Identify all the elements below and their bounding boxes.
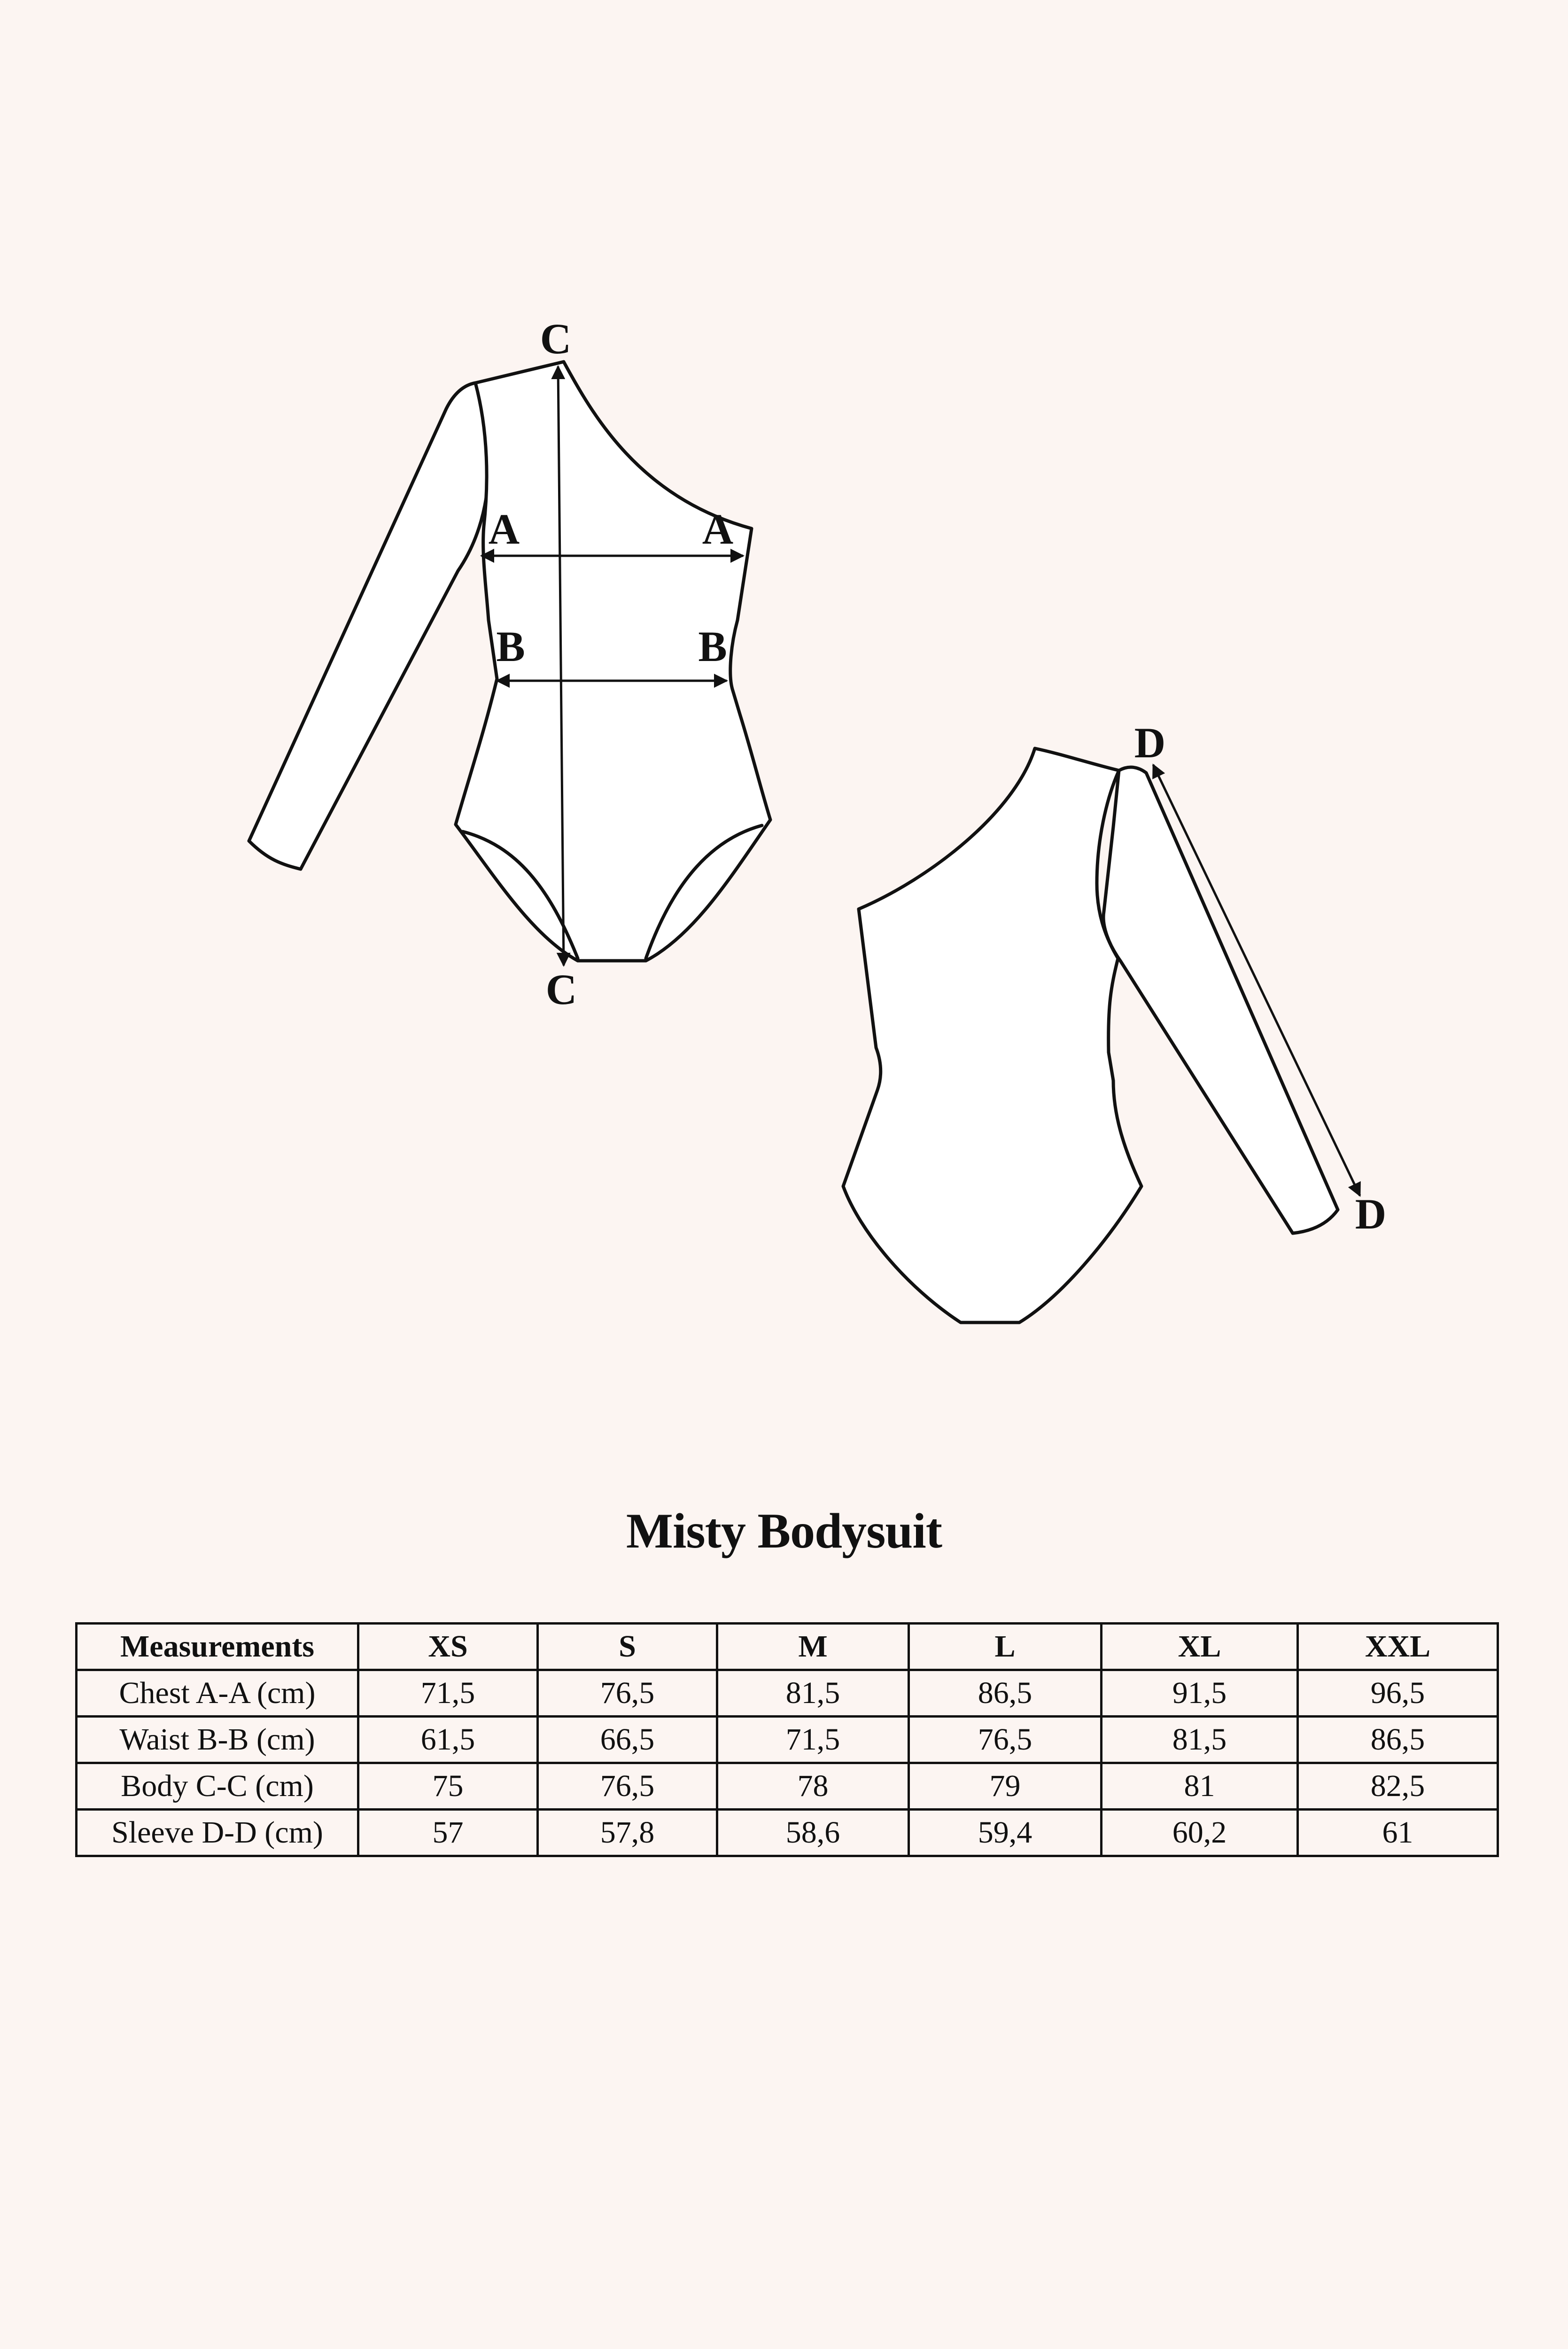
row-label: Sleeve D-D (cm): [77, 1810, 358, 1856]
label-d-bottom: D: [1355, 1190, 1387, 1238]
label-b-left: B: [496, 622, 525, 670]
page-title: Misty Bodysuit: [626, 1503, 942, 1558]
table-cell: 61: [1298, 1810, 1498, 1856]
front-sleeve: [249, 383, 489, 869]
table-cell: 82,5: [1298, 1763, 1498, 1810]
table-cell: 96,5: [1298, 1670, 1498, 1717]
column-header: XS: [358, 1624, 538, 1670]
row-label: Body C-C (cm): [77, 1763, 358, 1810]
table-row: [77, 1810, 1498, 1856]
table-cell: 61,5: [358, 1717, 538, 1763]
table-cell: 71,5: [358, 1670, 538, 1717]
row-label: Waist B-B (cm): [77, 1717, 358, 1763]
table-cell: 78: [717, 1763, 909, 1810]
table-cell: 91,5: [1102, 1670, 1298, 1717]
label-c-bottom: C: [545, 965, 577, 1013]
row-label: Chest A-A (cm): [77, 1670, 358, 1717]
label-c-top: C: [540, 315, 572, 363]
table-row: [77, 1763, 1498, 1810]
column-header: M: [717, 1624, 909, 1670]
table-cell: 57: [358, 1810, 538, 1856]
table-cell: 81,5: [717, 1670, 909, 1717]
table-cell: 76,5: [538, 1670, 717, 1717]
table-cell: 76,5: [909, 1717, 1102, 1763]
back-sleeve: [1103, 767, 1338, 1233]
table-header-row: [77, 1624, 1498, 1670]
table-cell: 76,5: [538, 1763, 717, 1810]
back-view: [843, 748, 1338, 1322]
table-cell: 86,5: [1298, 1717, 1498, 1763]
label-a-left: A: [488, 505, 520, 553]
size-chart-table: [75, 1622, 1499, 1857]
label-b-right: B: [698, 622, 727, 670]
column-header: S: [538, 1624, 717, 1670]
table-cell: 81,5: [1102, 1717, 1298, 1763]
column-header: XL: [1102, 1624, 1298, 1670]
table-cell: 75: [358, 1763, 538, 1810]
column-header: Measurements: [77, 1624, 358, 1670]
label-a-right: A: [702, 505, 734, 553]
table-cell: 59,4: [909, 1810, 1102, 1856]
table-cell: 81: [1102, 1763, 1298, 1810]
back-body: [843, 748, 1141, 1322]
table-cell: 57,8: [538, 1810, 717, 1856]
column-header: XXL: [1298, 1624, 1498, 1670]
table-row: [77, 1670, 1498, 1717]
label-d-top: D: [1134, 719, 1166, 767]
table-row: [77, 1717, 1498, 1763]
table-cell: 71,5: [717, 1717, 909, 1763]
table-cell: 79: [909, 1763, 1102, 1810]
table-cell: 58,6: [717, 1810, 909, 1856]
table-cell: 66,5: [538, 1717, 717, 1763]
table-cell: 86,5: [909, 1670, 1102, 1717]
table-cell: 60,2: [1102, 1810, 1298, 1856]
column-header: L: [909, 1624, 1102, 1670]
